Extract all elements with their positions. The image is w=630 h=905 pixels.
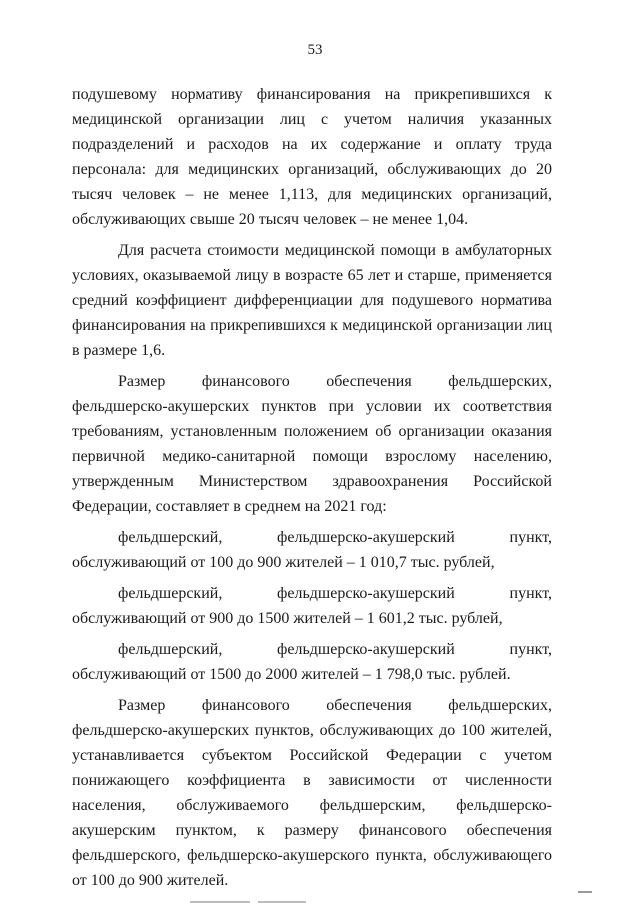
list-item-fap-1500-2000: фельдшерский, фельдшерско-акушерский пункт, обслуживающий от 1500 до 2000 жителей – 1 798,0 тыс. рублей. xyxy=(72,641,552,683)
page-number: 53 xyxy=(307,42,323,58)
list-item-fap-900-1500: фельдшерский, фельдшерско-акушерский пункт, обслуживающий от 900 до 1500 жителей – 1 601,2 тыс. рублей, xyxy=(72,585,552,627)
paragraph-coefficient-65-plus: Для расчета стоимости медицинской помощи в амбулаторных условиях, оказываемой лицу в возрасте 65 лет и старше, применяется средний коэффициент дифференциации для подушевого норматива финансирования на прикрепившихся к медицинской организации лиц в размере 1,6. xyxy=(72,242,552,359)
list-item-fap-100-900: фельдшерский, фельдшерско-акушерский пункт, обслуживающий от 100 до 900 жителей – 1 010,7 тыс. рублей, xyxy=(72,529,552,571)
paragraph-fap-financing: Размер финансового обеспечения фельдшерских, фельдшерско-акушерских пунктов при условии их соответствия требованиям, установленным положением об организации оказания первичной медико-санитарной помощи взрослому населению, утвержденным Министерством здравоохранения Российской Федерации, составляет в среднем на 2021 год: xyxy=(72,373,552,515)
scan-artifact xyxy=(258,901,306,903)
document-body xyxy=(72,82,552,893)
paragraph-fap-under-100: Размер финансового обеспечения фельдшерских, фельдшерско-акушерских пунктов, обслуживающих до 100 жителей, устанавливается субъектом Российской Федерации с учетом понижающего коэффициента в зависимости от численности населения, обслуживаемого фельдшерским, фельдшерско-акушерским пунктом, к размеру финансового обеспечения фельдшерского, фельдшерско-акушерского пункта, обслуживающего от 100 до 900 жителей. xyxy=(72,697,552,889)
scan-artifact xyxy=(190,901,250,903)
paragraph-continuation: подушевому нормативу финансирования на прикрепившихся к медицинской организации лиц с учетом наличия указанных подразделений и расходов на их содержание и оплату труда персонала: для медицинских организаций, обслуживающих до 20 тысяч человек – не менее 1,113, для медицинских организаций, обслуживающих свыше 20 тысяч человек – не менее 1,04. xyxy=(72,86,552,228)
scan-artifact xyxy=(578,891,592,893)
